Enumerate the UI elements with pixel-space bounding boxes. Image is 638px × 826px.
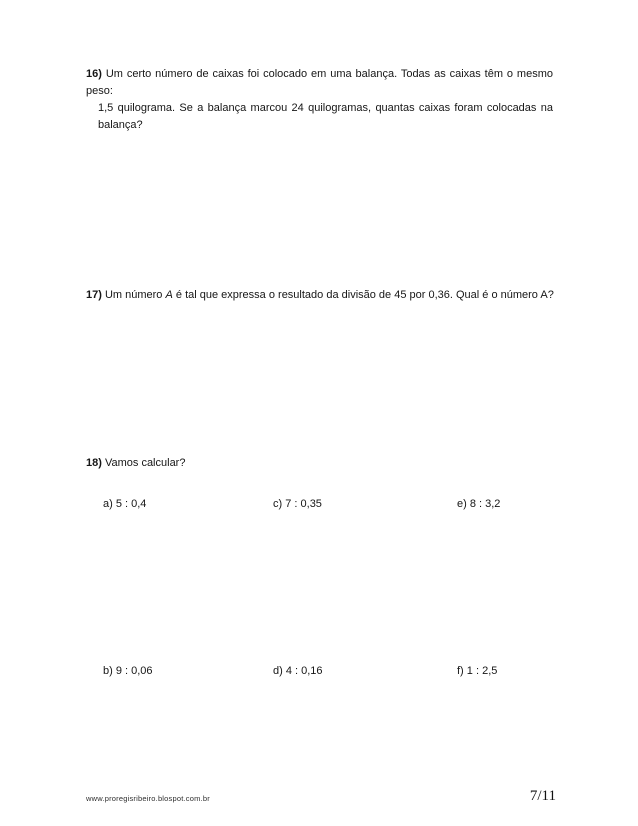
calc-item-e-expression: 8 : 3,2 bbox=[469, 498, 501, 510]
calc-item-a-label: a) bbox=[103, 498, 113, 510]
question-17-text-pre: Um número bbox=[104, 289, 163, 301]
calc-item-e bbox=[457, 496, 500, 513]
question-16 bbox=[86, 66, 553, 134]
calc-item-c-expression: 7 : 0,35 bbox=[285, 498, 322, 510]
question-16-line-3 bbox=[86, 117, 553, 134]
footer-url: www.proregisribeiro.blospot.com.br bbox=[86, 794, 210, 803]
question-18-number: 18) bbox=[86, 457, 102, 469]
question-16-text-2: 1,5 quilograma. Se a balança marcou 24 quilogramas, quantas caixas foram colocadas na bbox=[98, 102, 553, 114]
calc-item-c bbox=[273, 496, 322, 513]
question-17 bbox=[86, 287, 566, 304]
calc-item-a-expression: 5 : 0,4 bbox=[115, 498, 147, 510]
question-16-line-2 bbox=[86, 100, 553, 117]
question-16-text-1: Um certo número de caixas foi colocado em uma balança. Todas as caixas têm o mesmo peso: bbox=[86, 68, 553, 97]
calc-item-f-expression: 1 : 2,5 bbox=[466, 665, 498, 677]
page-number: 7/11 bbox=[529, 788, 556, 804]
calc-item-b-expression: 9 : 0,06 bbox=[115, 665, 153, 677]
calc-item-f bbox=[457, 663, 497, 680]
calc-item-e-label: e) bbox=[457, 498, 467, 510]
question-16-number: 16) bbox=[86, 68, 102, 80]
question-16-line-1 bbox=[86, 66, 553, 100]
calc-item-f-label: f) bbox=[457, 665, 464, 677]
question-17-text-post: é tal que expressa o resultado da divisão de 45 por 0,36. Qual é o número A? bbox=[175, 289, 554, 301]
calc-item-d bbox=[273, 663, 323, 680]
question-18 bbox=[86, 455, 553, 472]
calc-item-d-label: d) bbox=[273, 665, 283, 677]
question-17-variable: A bbox=[165, 289, 173, 301]
question-16-text-3: balança? bbox=[98, 119, 143, 131]
calc-item-b-label: b) bbox=[103, 665, 113, 677]
calc-item-a bbox=[103, 496, 146, 513]
calc-item-c-label: c) bbox=[273, 498, 283, 510]
calc-item-b bbox=[103, 663, 153, 680]
calc-item-d-expression: 4 : 0,16 bbox=[285, 665, 323, 677]
question-17-number: 17) bbox=[86, 289, 102, 301]
question-18-text: Vamos calcular? bbox=[104, 457, 186, 469]
